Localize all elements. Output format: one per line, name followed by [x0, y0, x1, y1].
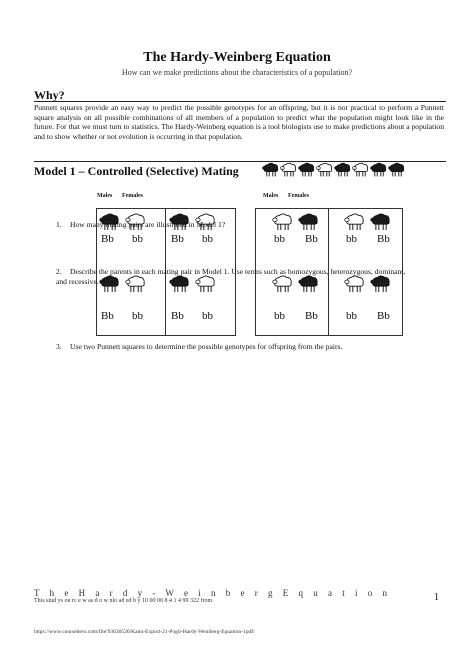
- column-header-females: Females: [288, 193, 309, 199]
- sheep-icon: [389, 163, 404, 176]
- sheep-icon: [299, 163, 314, 176]
- section-heading-why: Why?: [34, 88, 65, 102]
- female-genotype-label: Bb: [305, 310, 318, 322]
- question-number: 1.: [56, 220, 62, 229]
- question-text: How many mating pairs are illustrated in Model 1?: [70, 220, 226, 229]
- sheep-illustration-row: [262, 160, 412, 182]
- male-genotype-label: Bb: [171, 233, 184, 245]
- female-genotype-label: bb: [132, 233, 143, 245]
- male-genotype-label: Bb: [101, 233, 114, 245]
- sheep-icon: [371, 163, 386, 176]
- section-divider: [34, 101, 446, 102]
- sheep-icon: [281, 163, 296, 176]
- female-genotype-label: bb: [202, 310, 213, 322]
- page-subtitle: How can we make predictions about the characteristics of a population?: [121, 68, 353, 77]
- footer-title: T h e H a r d y - W e i n b e r g E q u a t i o n: [34, 588, 391, 598]
- male-genotype-label: bb: [274, 310, 285, 322]
- why-paragraph: Punnett squares provide an easy way to predict the possible genotypes for an offspring, but it is not practical to perform a Punnett square analysis on all possible combinations of all members of a population to predict what the population might look like in the future. For that we must turn to statistics. The Hardy-Weinberg equation is a tool biologists use to make predictions about a population and to show whether or not evolution is occurring in that population.: [34, 103, 444, 141]
- column-header-females: Females: [122, 193, 143, 199]
- question-number: 2.: [56, 267, 62, 276]
- footer-url: https://www.coursehero.com/file/93630526/Kami-Export-21-Pogil-Hardy-Weinberg-Equation-1pdf/: [34, 629, 255, 635]
- sheep-icon: [317, 163, 332, 176]
- question-number: 3.: [56, 342, 62, 351]
- question-text: Describe the parents in each mating pair in Model 1. Use terms such as homozygous, heterozygous, dominant, and recessive.: [56, 267, 406, 286]
- column-header-males: Males: [263, 193, 279, 199]
- question-text: Use two Punnett squares to determine the possible genotypes for offspring from the pairs.: [70, 342, 343, 351]
- female-genotype-label: bb: [132, 310, 143, 322]
- sheep-icon: [335, 163, 350, 176]
- female-genotype-label: bb: [202, 233, 213, 245]
- question-2: [56, 267, 418, 286]
- footer-download-note: This stud ys ou rc e w as d o w nlo ad ed b y 10 00 00 8 4 1 4 99 322 from: [34, 598, 213, 604]
- male-genotype-label: Bb: [171, 310, 184, 322]
- sheep-icon: [263, 163, 278, 176]
- question-1: [56, 220, 426, 230]
- section-heading-model-1: Model 1 – Controlled (Selective) Mating: [34, 164, 239, 178]
- male-genotype-label: bb: [346, 310, 357, 322]
- female-genotype-label: Bb: [377, 310, 390, 322]
- column-header-males: Males: [97, 193, 113, 199]
- male-genotype-label: Bb: [101, 310, 114, 322]
- female-genotype-label: Bb: [305, 233, 318, 245]
- male-genotype-label: bb: [274, 233, 285, 245]
- sheep-icon: [353, 163, 368, 176]
- page-title: The Hardy-Weinberg Equation: [143, 50, 331, 65]
- male-genotype-label: bb: [346, 233, 357, 245]
- question-3: [56, 342, 426, 352]
- page-number: 1: [434, 592, 439, 603]
- female-genotype-label: Bb: [377, 233, 390, 245]
